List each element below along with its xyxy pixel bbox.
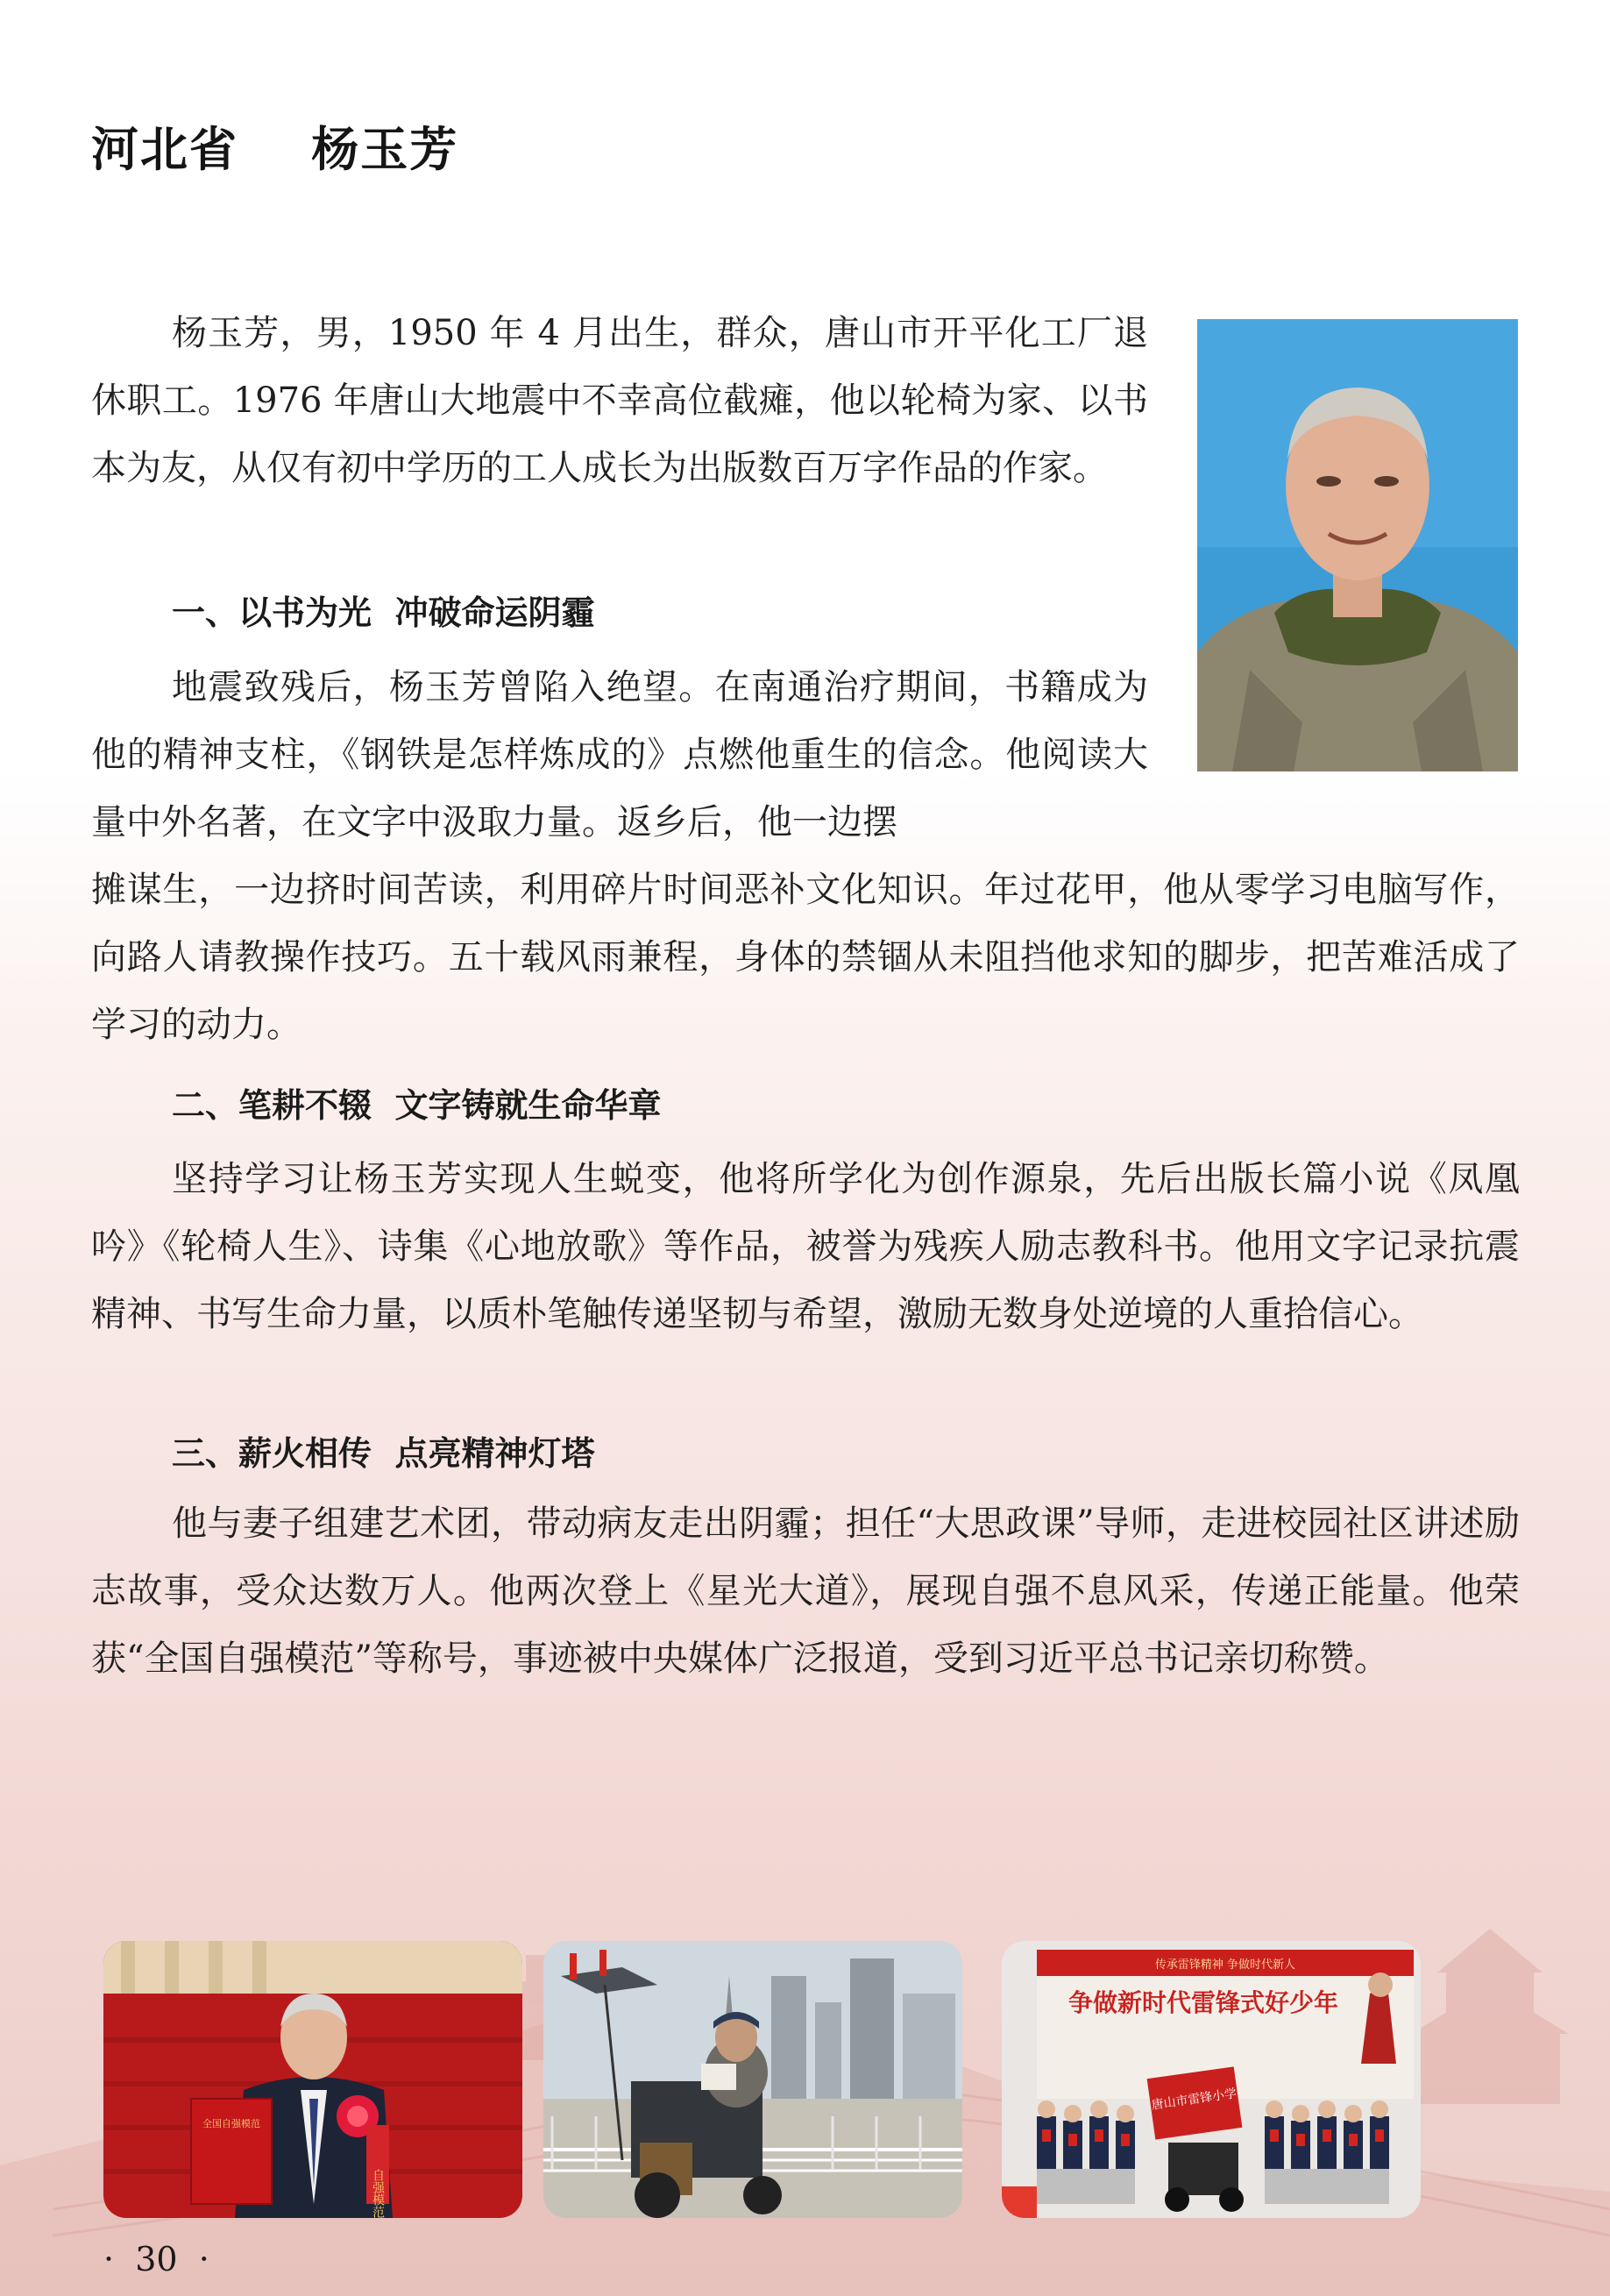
section-2-paragraph: 坚持学习让杨玉芳实现人生蜕变，他将所学化为创作源泉，先后出版长篇小说《凤凰吟》《轮椅人生》、诗集《心地放歌》等作品，被誉为残疾人励志教科书。他用文字记录抗震精神、书写生命力量，以质朴笔触传递坚韧与希望，激励无数身处逆境的人重拾信心。 [91,1159,1520,1334]
section-1-paragraph-a: 地震致残后，杨玉芳曾陷入绝望。在南通治疗期间，书籍成为他的精神支柱，《钢铁是怎样炼成的》点燃他重生的信念。他阅读大量中外名著，在文字中汲取力量。返乡后，他一边摆 [91,667,1148,842]
section-3-paragraph: 他与妻子组建艺术团，带动病友走出阴霾；担任“大思政课”导师，走进校园社区讲述励志故事，受众达数万人。他两次登上《星光大道》，展现自强不息风采，传递正能量。他荣获“全国自强模范”等称号，事迹被中央媒体广泛报道，受到习近平总书记亲切称赞。 [91,1503,1520,1679]
page-title: 河北省 杨玉芳 [91,122,459,177]
portrait-photo [1197,319,1518,771]
banner-small-text: 传承雷锋精神 争做时代新人 [1154,1958,1296,1972]
section-1-paragraph-b: 摊谋生，一边挤时间苦读，利用碎片时间恶补文化知识。年过花甲，他从零学习电脑写作，向路人请教操作技巧。五十载风雨兼程，身体的禁锢从未阻挡他求知的脚步，把苦难活成了学习的动力。 [91,870,1520,1045]
section-heading-2: 二、笔耕不辍 文字铸就生命华章 [172,1086,662,1125]
banner-title-text: 争做新时代雷锋式好少年 [1067,1988,1339,2017]
flag-text: 唐山市雷锋小学 [1150,2086,1238,2113]
street-bookstall-photo [543,1941,962,2218]
certificate-text: 全国自强模范 [202,2118,260,2129]
section-heading-1: 一、以书为光 冲破命运阴霾 [172,594,595,632]
section-heading-3: 三、薪火相传 点亮精神灯塔 [172,1434,595,1473]
intro-paragraph: 杨玉芳，男，1950 年 4 月出生，群众，唐山市开平化工厂退休职工。1976 年唐山大地震中不幸高位截瘫，他以轮椅为家、以书本为友，从仅有初中学历的工人成长为出版数百万字作品的作家。 [91,313,1148,488]
sash-text: 自强模范 [371,2169,385,2218]
page-number: · 30 · [103,2240,209,2278]
school-activity-photo [1002,1941,1421,2218]
award-photo [103,1941,522,2218]
